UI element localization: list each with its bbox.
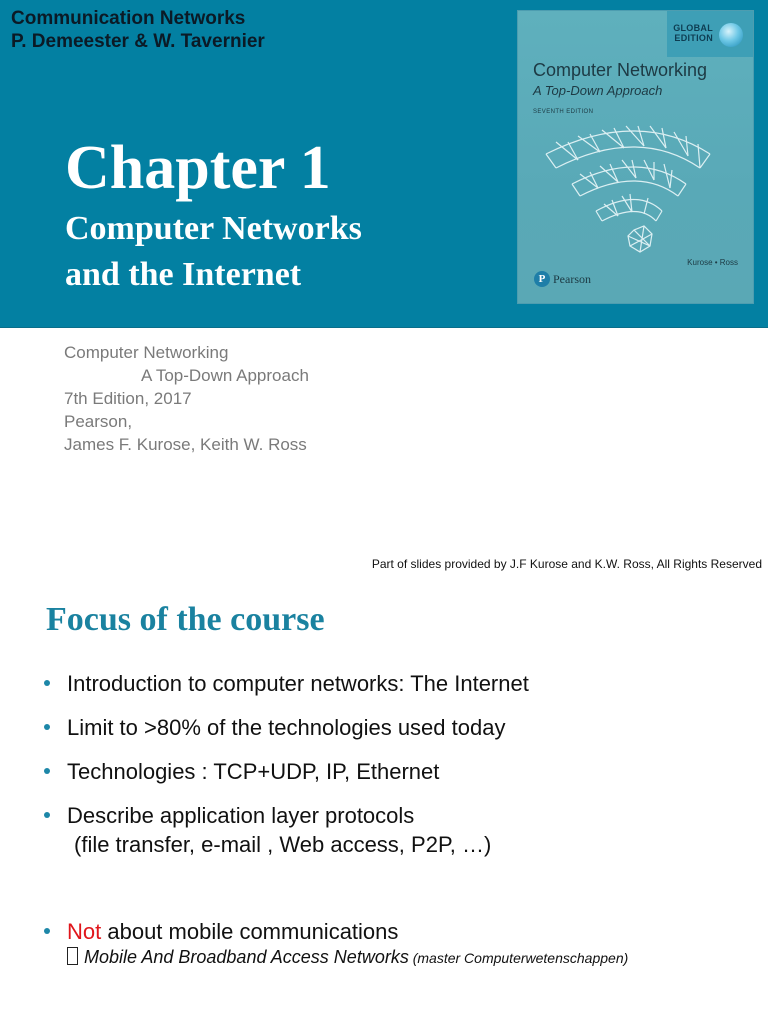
course-lecturers: P. Demeester & W. Tavernier <box>11 31 265 52</box>
bullet-item-not-mobile <box>42 917 768 970</box>
book-reference <box>64 341 309 456</box>
reference-authors: James F. Kurose, Keith W. Ross <box>64 435 307 454</box>
global-edition-badge <box>667 11 753 57</box>
badge-line2: EDITION <box>674 33 713 43</box>
chapter-subtitle-line1: Computer Networks <box>65 210 362 247</box>
cover-edition: SEVENTH EDITION <box>533 109 594 115</box>
publisher-name: Pearson <box>553 271 591 286</box>
title-banner <box>0 0 768 328</box>
reference-subtitle: A Top-Down Approach <box>141 366 309 385</box>
emphasis-not: Not <box>67 919 102 944</box>
reference-edition: 7th Edition, 2017 <box>64 389 192 408</box>
badge-line1: GLOBAL <box>673 23 713 33</box>
copyright-credit: Part of slides provided by J.F Kurose and K.W. Ross, All Rights Reserved <box>371 557 762 571</box>
cover-subtitle: A Top-Down Approach <box>533 83 663 98</box>
bullet-dot-icon <box>44 812 50 818</box>
chapter-heading: Chapter 1 <box>65 134 331 202</box>
cover-authors: Kurose • Ross <box>687 258 738 267</box>
bullet-text: Describe application layer protocols <box>67 803 415 828</box>
course-title <box>11 7 265 53</box>
bullet-subline <box>67 945 768 970</box>
reference-title: Computer Networking <box>64 343 229 362</box>
globe-icon <box>719 23 743 47</box>
reference-publisher: Pearson, <box>64 412 133 431</box>
bullet-item <box>42 757 742 786</box>
bullet-dot-icon <box>44 768 50 774</box>
cover-title: Computer Networking <box>533 60 708 80</box>
bullet-text: Introduction to computer networks: The Internet <box>67 671 529 696</box>
bullet-dot-icon <box>44 680 50 686</box>
bullet-text: Technologies : TCP+UDP, IP, Ethernet <box>67 759 440 784</box>
bullet-item <box>42 713 742 742</box>
bullet-dot-icon <box>44 724 50 730</box>
chapter-subtitle-line2: and the Internet <box>65 256 302 293</box>
missing-glyph-arrow-icon <box>67 947 78 965</box>
focus-bullet-list <box>42 669 742 874</box>
bullet-text: about mobile communications <box>101 919 399 944</box>
course-note: (master Computerwetenschappen) <box>408 950 629 966</box>
bullet-text: Limit to >80% of the technologies used today <box>67 715 506 740</box>
course-reference: Mobile And Broadband Access Networks <box>84 947 409 967</box>
bullet-item <box>42 669 742 698</box>
course-name: Communication Networks <box>11 8 246 29</box>
bullet-continuation: (file transfer, e-mail , Web access, P2P, …) <box>74 832 492 857</box>
section-title: Focus of the course <box>46 601 325 638</box>
publisher-logo <box>534 271 591 287</box>
chapter-subtitle <box>65 206 362 298</box>
pearson-logo-icon: P <box>534 271 550 287</box>
book-cover-image <box>518 11 753 303</box>
bullet-item <box>42 801 742 859</box>
bullet-dot-icon <box>44 928 50 934</box>
wifi-icon <box>538 116 738 261</box>
